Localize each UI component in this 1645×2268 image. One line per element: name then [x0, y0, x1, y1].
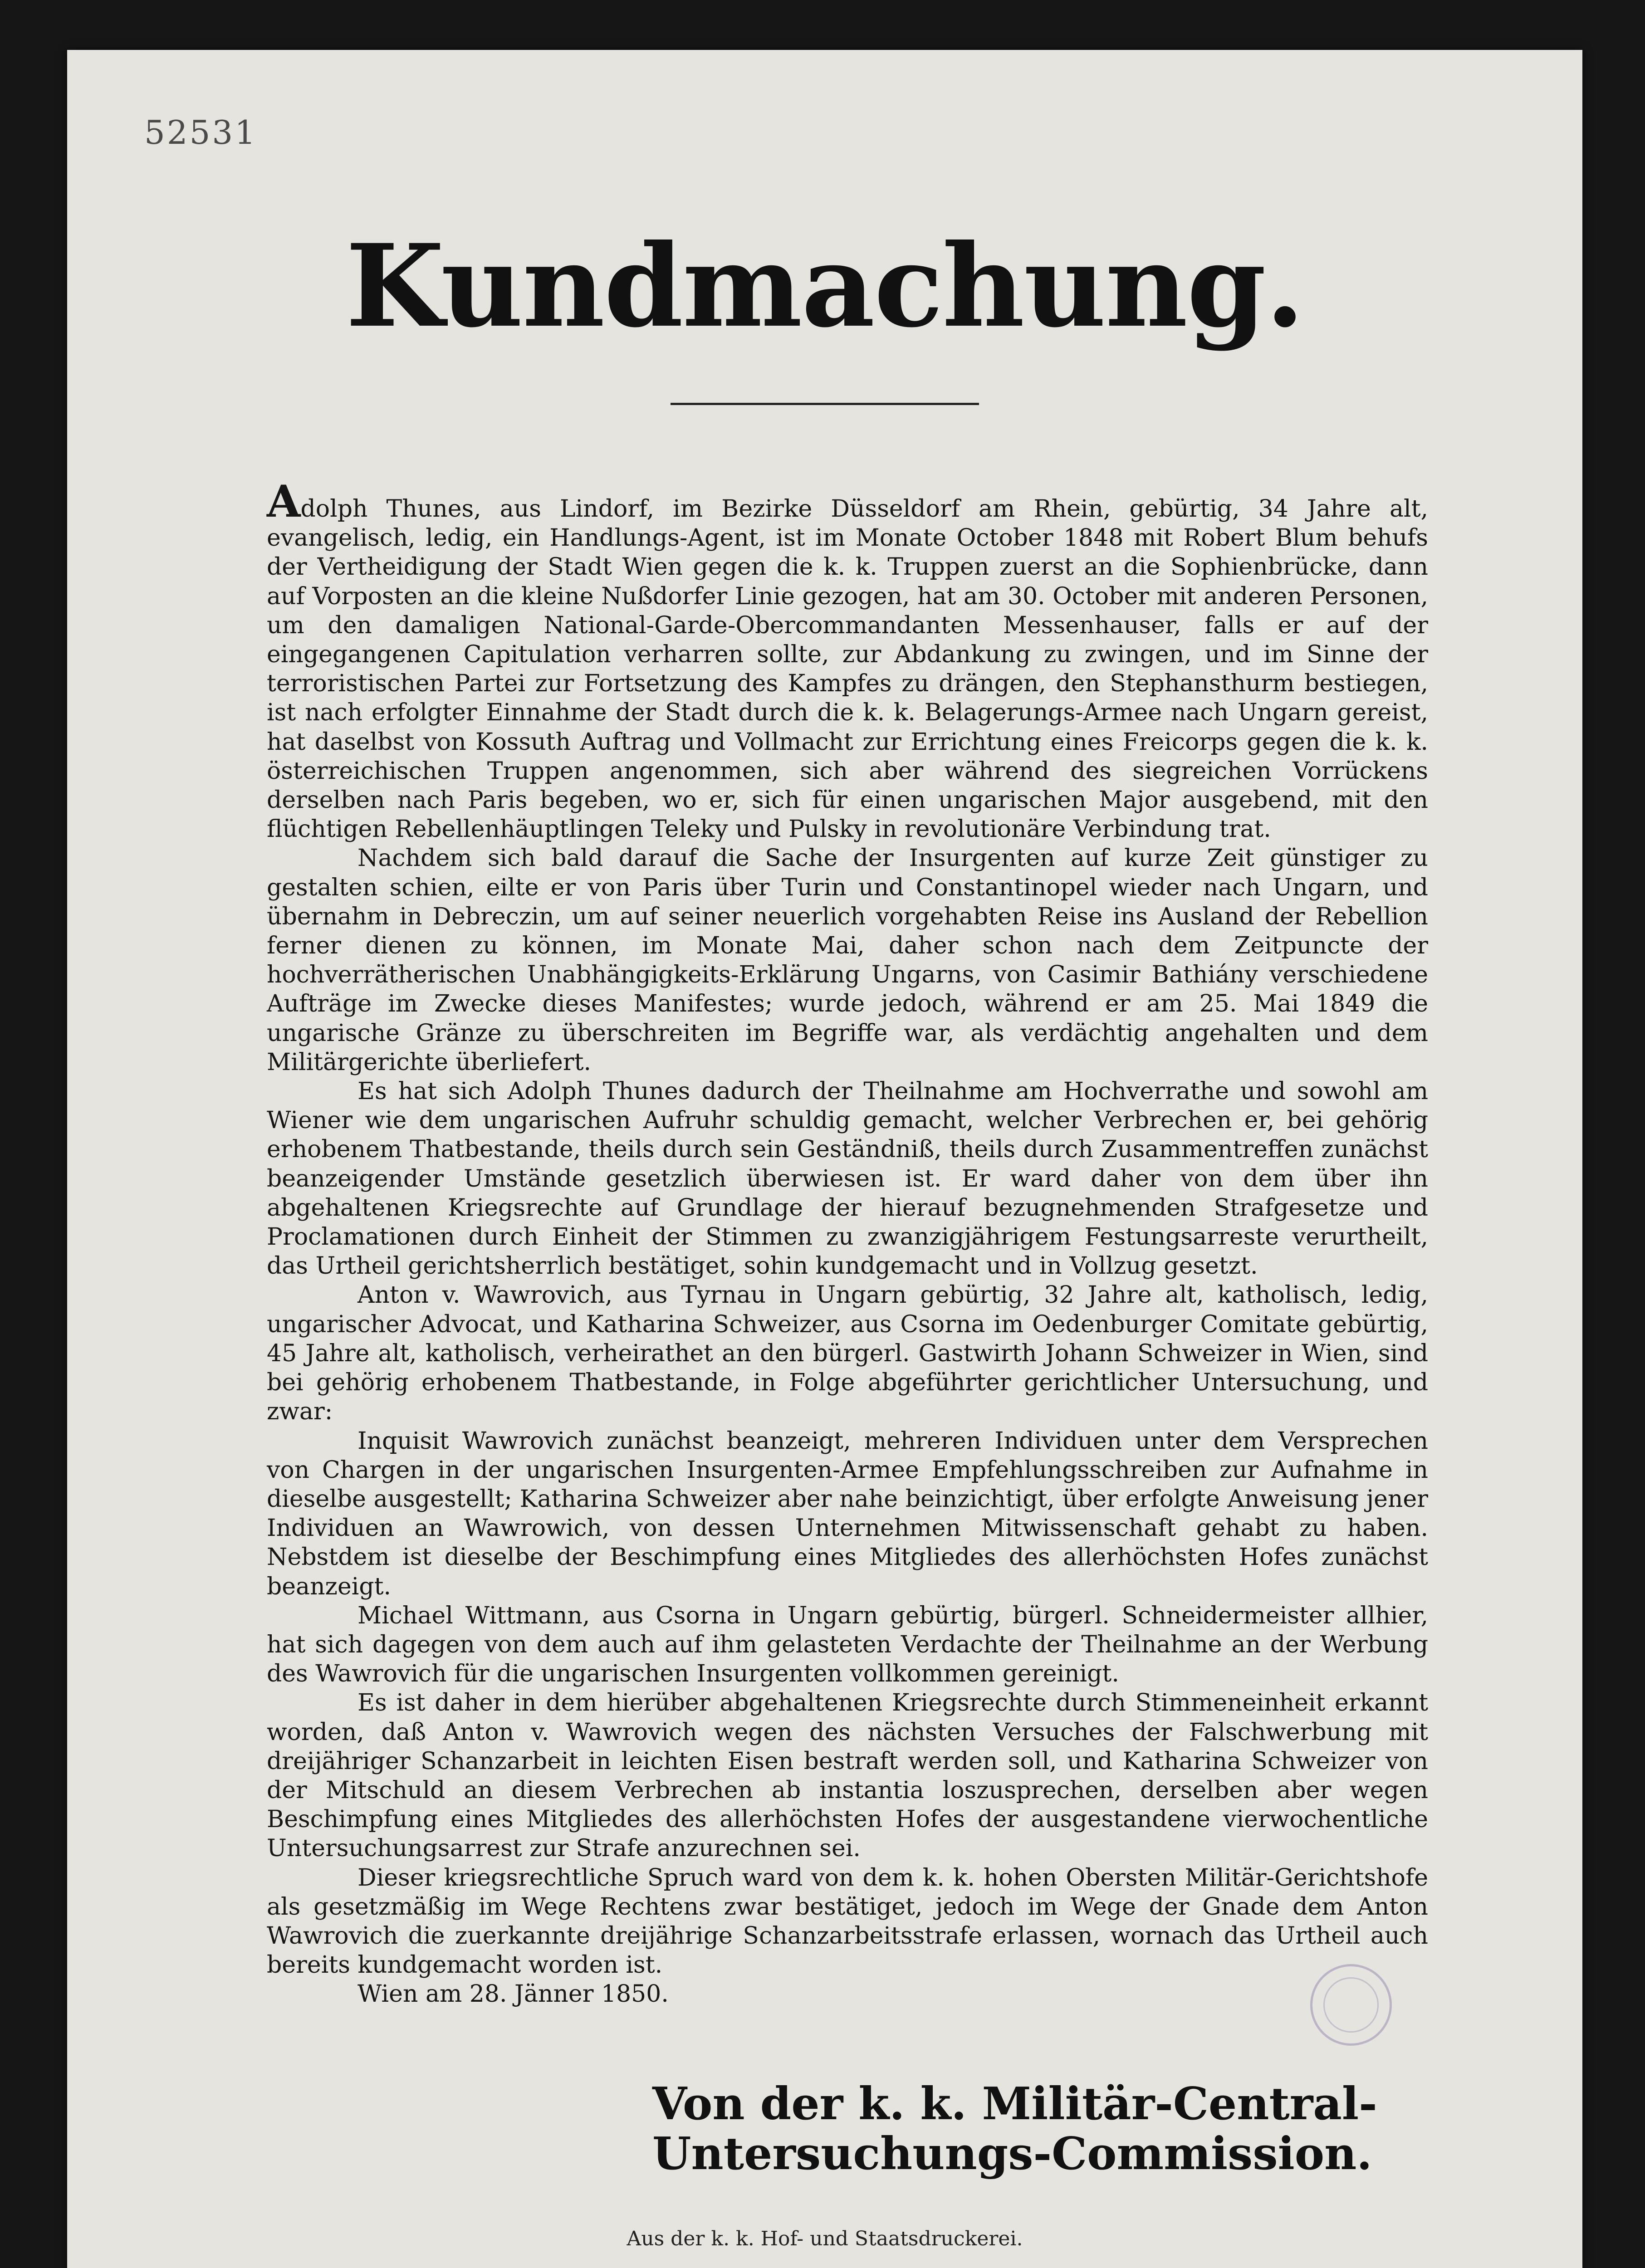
printer-imprint: Aus der k. k. Hof- und Staatsdruckerei. [627, 2227, 1023, 2250]
signature-line-2: Untersuchungs-Commission. [652, 2128, 1372, 2180]
paragraph-5: Inquisit Wawrovich zunächst beanzeigt, mehreren Individuen unter dem Versprechen von Chargen in der ungarischen Insurgenten-Armee Empfehlungsschreiben zur Aufnahme in dieselbe ausgestellt; Katharina Schweizer aber nahe beinzichtigt, über erfolgte Anweisung jener Individuen an Wawrowich, von dessen Unternehmen Mitwissenschaft gehabt zu haben. Nebstdem ist dieselbe der Beschimpfung eines Mitgliedes des allerhöchsten Hofes zunächst beanzeigt. [267, 1427, 1428, 1600]
paragraph-text: dolph Thunes, aus Lindorf, im Bezirke Düsseldorf am Rhein, gebürtig, 34 Jahre alt, evangelisch, ledig, ein Handlungs-Agent, ist im Monate October 1848 mit Robert Blum behufs der Vertheidigung der Stadt Wien gegen die k. k. Truppen zuerst an die Sophienbrücke, dann auf Vorposten an die kleine Nußdorfer Linie gezogen, hat am 30. October mit anderen Personen, um den damaligen National-Garde-Obercommandanten Messenhauser, falls er auf der eingegangenen Capitulation verharren sollte, zur Abdankung zu zwingen, und im Sinne der terroristischen Partei zur Fortsetzung des Kampfes zu drängen, den Stephansthurm bestiegen, ist nach erfolgter Einnahme der Stadt durch die k. k. Belagerungs-Armee nach Ungarn gereist, hat daselbst von Kossuth Auftrag und Vollmacht zur Errichtung eines Freicorps gegen die k. k. österreichischen Truppen angenommen, sich aber während des siegreichen Vorrückens derselben nach Paris begeben, wo er, sich für einen ungarischen Major ausgebend, mit den flüchtigen Rebellenhäuptlingen Teleky und Pulsky in revolutionäre Verbindung trat. [267, 495, 1428, 843]
paragraph-2: Nachdem sich bald darauf die Sache der Insurgenten auf kurze Zeit günstiger zu gestalten schien, eilte er von Paris über Turin und Constantinopel wieder nach Ungarn, und übernahm in Debreczin, um auf seiner neuerlich vorgehabten Reise ins Ausland der Rebellion ferner dienen zu können, im Monate Mai, daher schon nach dem Zeitpuncte der hochverrätherischen Unabhängigkeits-Erklärung Ungarns, von Casimir Bathiány verschiedene Aufträge im Zwecke dieses Manifestes; wurde jedoch, während er am 25. Mai 1849 die ungarische Gränze zu überschreiten im Begriffe war, als verdächtig angehalten und dem Militärgerichte überliefert. [267, 845, 1428, 1076]
document-body [267, 476, 1428, 2009]
paragraph-8: Dieser kriegsrechtliche Spruch ward von dem k. k. hohen Obersten Militär-Gerichtshofe als gesetzmäßig im Wege Rechtens zwar bestätiget, jedoch im Wege der Gnade dem Anton Wawrovich die zuerkannte dreijährige Schanzarbeitsstrafe erlassen, wornach das Urtheil auch bereits kundgemacht worden ist. [267, 1864, 1428, 1979]
signature-line-1: Von der k. k. Militär-Central- [652, 2078, 1377, 2130]
title-divider [671, 403, 979, 405]
paragraph-7: Es ist daher in dem hierüber abgehaltenen Kriegsrechte durch Stimmeneinheit erkannt worden, daß Anton v. Wawrovich wegen des nächsten Versuches der Falschwerbung mit dreijähriger Schanzarbeit in leichten Eisen bestraft werden soll, und Katharina Schweizer von der Mitschuld an diesem Verbrechen ab instantia loszusprechen, derselben aber wegen Beschimpfung eines Mitgliedes des allerhöchsten Hofes der ausgestandene vierwochentliche Untersuchungsarrest zur Strafe anzurechnen sei. [267, 1689, 1428, 1862]
archive-stamp-inner [1323, 1977, 1379, 2033]
paragraph-3: Es hat sich Adolph Thunes dadurch der Theilnahme am Hochverrathe und sowohl am Wiener wie dem ungarischen Aufruhr schuldig gemacht, welcher Verbrechen er, bei gehörig erhobenem Thatbestande, theils durch sein Geständniß, theils durch Zusammentreffen zunächst beanzeigender Umstände gesetzlich überwiesen ist. Er ward daher von dem über ihn abgehaltenen Kriegsrechte auf Grundlage der hierauf bezugnehmenden Strafgesetze und Proclamationen durch Einheit der Stimmen zu zwanzigjährigem Festungsarreste verurtheilt, das Urtheil gerichtsherrlich bestätiget, sohin kundgemacht und in Vollzug gesetzt. [267, 1078, 1428, 1280]
paragraph-dropcap: A [267, 476, 301, 527]
archive-stamp [1310, 1964, 1392, 2046]
date-line: Wien am 28. Jänner 1850. [357, 1980, 669, 2008]
paragraph-1 [267, 476, 1428, 844]
inventory-number: 52531 [144, 113, 258, 152]
document-sheet [67, 50, 1582, 2268]
document-title: Kundmachung. [346, 219, 1304, 352]
paragraph-6: Michael Wittmann, aus Csorna in Ungarn gebürtig, bürgerl. Schneidermeister allhier, hat sich dagegen von dem auch auf ihm gelasteten Verdachte der Theilnahme an der Werbung des Wawrovich für die ungarischen Insurgenten vollkommen gereinigt. [267, 1602, 1428, 1688]
paragraph-4: Anton v. Wawrovich, aus Tyrnau in Ungarn gebürtig, 32 Jahre alt, katholisch, ledig, ungarischer Advocat, und Katharina Schweizer, aus Csorna im Oedenburger Comitate gebürtig, 45 Jahre alt, katholisch, verheirathet an den bürgerl. Gastwirth Johann Schweizer in Wien, sind bei gehörig erhobenem Thatbestande, in Folge abgeführter gerichtlicher Untersuchung, und zwar: [267, 1281, 1428, 1426]
